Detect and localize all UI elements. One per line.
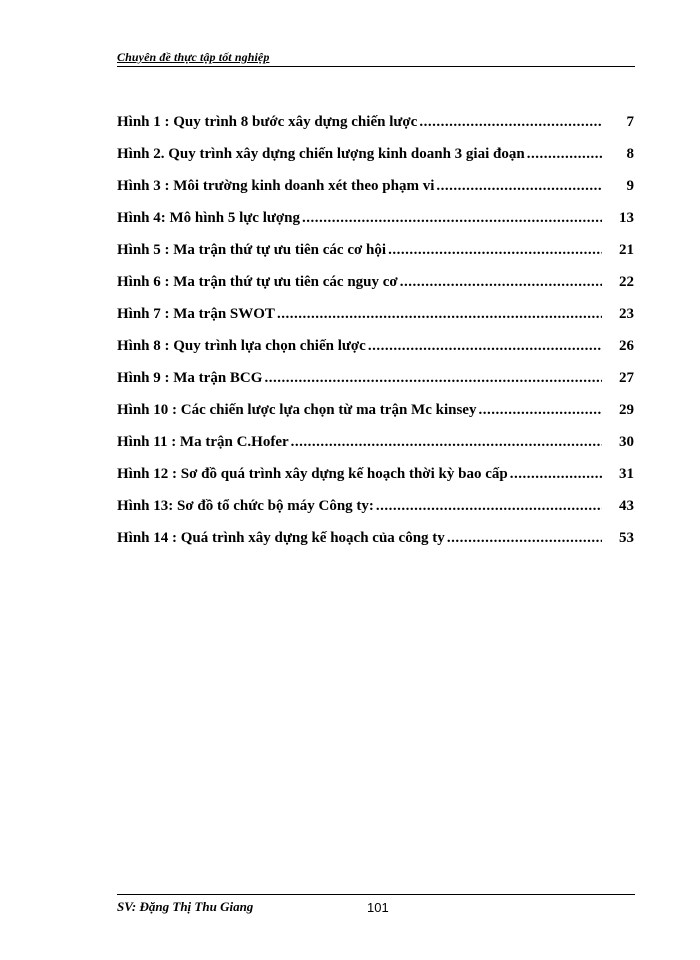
dot-leader: [368, 338, 602, 355]
figure-list: [117, 114, 634, 562]
toc-entry-page: 29: [619, 402, 634, 418]
dot-leader: [400, 274, 602, 291]
toc-entry-label: Hình 7 : Ma trận SWOT: [117, 306, 275, 322]
toc-entry-page: 8: [626, 146, 634, 162]
toc-entry-page: 31: [619, 466, 634, 482]
dot-leader: [376, 498, 602, 515]
dot-leader: [277, 306, 602, 323]
toc-entry-label: Hình 9 : Ma trận BCG: [117, 370, 263, 386]
toc-entry: [117, 146, 634, 178]
toc-entry-page: 21: [619, 242, 634, 258]
dot-leader: [388, 242, 602, 259]
toc-entry: [117, 466, 634, 498]
toc-entry-label: Hình 11 : Ma trận C.Hofer: [117, 434, 289, 450]
dot-leader: [419, 114, 602, 131]
toc-entry: [117, 242, 634, 274]
header-title: Chuyên đề thực tập tốt nghiệp: [117, 50, 270, 64]
toc-entry-label: Hình 1 : Quy trình 8 bước xây dựng chiến lược: [117, 114, 418, 130]
dot-leader: [478, 402, 602, 419]
dot-leader: [436, 178, 602, 195]
toc-entry-page: 7: [626, 114, 634, 130]
toc-entry-page: 22: [619, 274, 634, 290]
dot-leader: [527, 146, 602, 163]
dot-leader: [447, 530, 602, 547]
toc-entry-page: 9: [626, 178, 634, 194]
toc-entry: [117, 402, 634, 434]
dot-leader: [291, 434, 602, 451]
dot-leader: [302, 210, 602, 227]
toc-entry: [117, 114, 634, 146]
footer-author: SV: Đặng Thị Thu Giang: [117, 899, 254, 914]
footer-divider: [117, 894, 635, 895]
toc-entry-label: Hình 10 : Các chiến lược lựa chọn từ ma trận Mc kinsey: [117, 402, 477, 418]
toc-entry-page: 30: [619, 434, 634, 450]
toc-entry-page: 27: [619, 370, 634, 386]
toc-entry-label: Hình 4: Mô hình 5 lực lượng: [117, 210, 301, 226]
page-header: [117, 49, 635, 67]
dot-leader: [510, 466, 602, 483]
toc-entry-page: 13: [619, 210, 634, 226]
toc-entry-page: 23: [619, 306, 634, 322]
toc-entry-label: Hình 5 : Ma trận thứ tự ưu tiên các cơ hội: [117, 242, 387, 258]
toc-entry: [117, 530, 634, 562]
toc-entry-label: Hình 13: Sơ đồ tổ chức bộ máy Công ty:: [117, 498, 374, 514]
toc-entry-page: 26: [619, 338, 634, 354]
toc-entry: [117, 274, 634, 306]
toc-entry-label: Hình 3 : Môi trường kinh doanh xét theo phạm vi: [117, 178, 435, 194]
toc-entry: [117, 370, 634, 402]
toc-entry: [117, 306, 634, 338]
page-number: 101: [367, 900, 389, 915]
toc-entry: [117, 434, 634, 466]
toc-entry: [117, 498, 634, 530]
toc-entry-label: Hình 12 : Sơ đồ quá trình xây dựng kế hoạch thời kỳ bao cấp: [117, 466, 508, 482]
toc-entry-page: 53: [619, 530, 634, 546]
toc-entry-label: Hình 6 : Ma trận thứ tự ưu tiên các nguy cơ: [117, 274, 398, 290]
toc-entry: [117, 210, 634, 242]
toc-entry-label: Hình 8 : Quy trình lựa chọn chiến lược: [117, 338, 366, 354]
toc-entry-page: 43: [619, 498, 634, 514]
toc-entry-label: Hình 2. Quy trình xây dựng chiến lượng kinh doanh 3 giai đoạn: [117, 146, 525, 162]
toc-entry: [117, 178, 634, 210]
toc-entry-label: Hình 14 : Quá trình xây dựng kế hoạch của công ty: [117, 530, 445, 546]
toc-entry: [117, 338, 634, 370]
dot-leader: [264, 370, 602, 387]
